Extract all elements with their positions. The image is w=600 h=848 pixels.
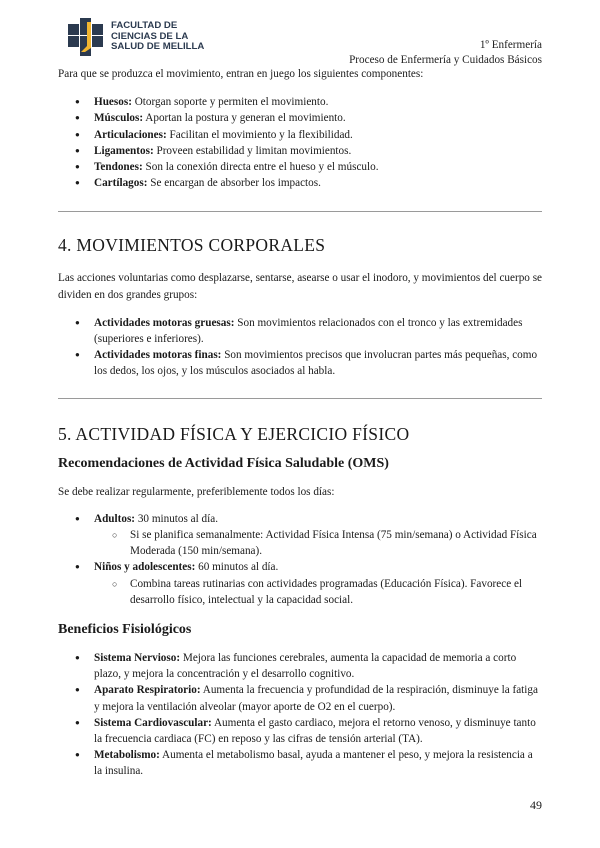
list-item: ● Metabolismo: Aumenta el metabolismo basal, ayuda a mantener el peso, y mejora la resistencia a la insulina. bbox=[58, 747, 542, 779]
sub-list-item: ○ Combina tareas rutinarias con actividades programadas (Educación Física). Favorece el desarrollo físico, intelectual y la capacidad social. bbox=[58, 576, 542, 608]
subject-label: Proceso de Enfermería y Cuidados Básicos bbox=[349, 54, 542, 66]
list-item: ● Músculos: Aportan la postura y generan el movimiento. bbox=[58, 110, 542, 126]
list-item: ● Cartílagos: Se encargan de absorber los impactos. bbox=[58, 175, 542, 191]
section-divider bbox=[58, 398, 542, 399]
list-item: ● Adultos: 30 minutos al día. bbox=[58, 511, 542, 527]
list-item: ● Aparato Respiratorio: Aumenta la frecuencia y profundidad de la respiración, disminuye la fatiga y mejora la ventilación alveolar (mayor aporte de O2 en el cuerpo). bbox=[58, 682, 542, 714]
list-item: ● Articulaciones: Facilitan el movimiento y la flexibilidad. bbox=[58, 127, 542, 143]
page-header bbox=[349, 38, 542, 68]
faculty-logo-icon bbox=[68, 18, 104, 56]
section4-intro: Las acciones voluntarias como desplazarse, sentarse, asearse o usar el inodoro, y movimientos del cuerpo se dividen en dos grandes grupos: bbox=[58, 272, 543, 301]
faculty-logo bbox=[68, 18, 204, 56]
components-list bbox=[58, 94, 542, 191]
subsection-heading: Beneficios Fisiológicos bbox=[58, 622, 192, 638]
list-item: ● Sistema Nervioso: Mejora las funciones cerebrales, aumenta la capacidad de memoria a corto plazo, y mejora la concentración y el desarrollo cognitivo. bbox=[58, 650, 542, 682]
section-divider bbox=[58, 211, 542, 212]
logo-line: CIENCIAS DE LA bbox=[111, 30, 189, 42]
list-item: ● Huesos: Otorgan soporte y permiten el movimiento. bbox=[58, 94, 542, 110]
recommendations-intro: Se debe realizar regularmente, preferiblemente todos los días: bbox=[58, 485, 335, 498]
components-intro: Para que se produzca el movimiento, entran en juego los siguientes componentes: bbox=[58, 68, 424, 80]
page-content bbox=[58, 66, 542, 780]
list-item: ● Niños y adolescentes: 60 minutos al día. bbox=[58, 559, 542, 575]
list-item: ● Sistema Cardiovascular: Aumenta el gasto cardiaco, mejora el retorno venoso, y disminuye tanto la frecuencia cardiaca (FC) en reposo y las cifras de tensión arterial (TA). bbox=[58, 715, 542, 747]
page-number: 49 bbox=[530, 798, 542, 812]
list-item: ● Actividades motoras gruesas: Son movimientos relacionados con el tronco y las extremidades (superiores e inferiores). bbox=[58, 315, 542, 347]
recommendations-list bbox=[58, 511, 542, 608]
logo-line: SALUD DE MELILLA bbox=[111, 41, 205, 53]
benefits-list bbox=[58, 650, 542, 780]
course-label: 1º Enfermería bbox=[479, 39, 542, 51]
section-heading: 5. ACTIVIDAD FÍSICA Y EJERCICIO FÍSICO bbox=[58, 423, 410, 444]
list-item: ● Ligamentos: Proveen estabilidad y limitan movimientos. bbox=[58, 143, 542, 159]
sub-list-item: ○ Si se planifica semanalmente: Actividad Física Intensa (75 min/semana) o Actividad Física Moderada (150 min/semana). bbox=[58, 527, 542, 559]
logo-line: FACULTAD DE bbox=[111, 20, 178, 32]
motor-activities-list bbox=[58, 315, 542, 380]
faculty-logo-text bbox=[111, 21, 204, 53]
subsection-heading: Recomendaciones de Actividad Física Saludable (OMS) bbox=[58, 455, 389, 471]
list-item: ● Tendones: Son la conexión directa entre el hueso y el músculo. bbox=[58, 159, 542, 175]
section-heading: 4. MOVIMIENTOS CORPORALES bbox=[58, 235, 326, 256]
list-item: ● Actividades motoras finas: Son movimientos precisos que involucran partes más pequeñas, como los dedos, los ojos, y los músculos asociados al habla. bbox=[58, 347, 542, 379]
